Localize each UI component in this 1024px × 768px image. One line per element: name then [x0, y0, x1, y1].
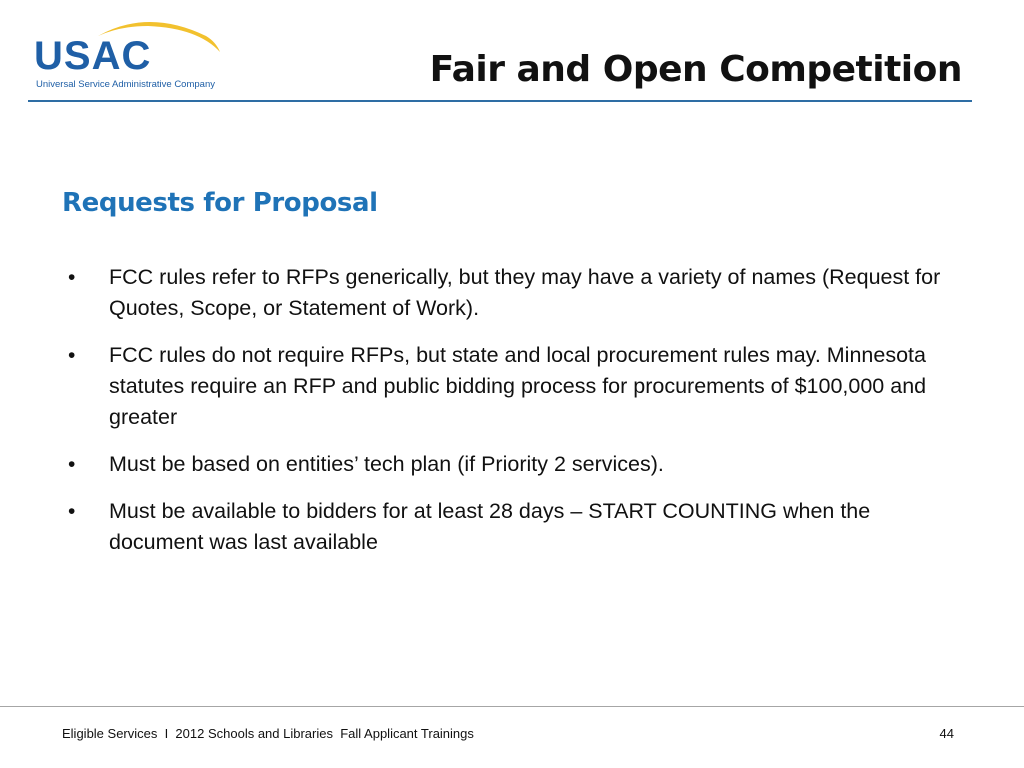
footer-divider	[0, 706, 1024, 707]
slide-subtitle: Requests for Proposal	[62, 188, 378, 218]
usac-logo	[28, 14, 228, 96]
bullet-list	[68, 262, 968, 574]
bullet-item	[68, 449, 968, 480]
bullet-text: Must be available to bidders for at least 28 days – START COUNTING when the document was last available	[109, 499, 871, 554]
bullet-icon: •	[68, 500, 76, 523]
slide-title: Fair and Open Competition	[429, 49, 962, 90]
page-number: 44	[939, 726, 954, 741]
bullet-item	[68, 262, 968, 324]
bullet-item	[68, 340, 968, 433]
title-divider	[28, 100, 972, 102]
bullet-text: Must be based on entities’ tech plan (if Priority 2 services).	[109, 452, 664, 476]
bullet-icon: •	[68, 453, 76, 476]
logo-wordmark: USAC	[34, 34, 152, 78]
bullet-icon: •	[68, 266, 76, 289]
bullet-icon: •	[68, 344, 76, 367]
logo-tagline: Universal Service Administrative Company	[36, 79, 215, 90]
bullet-item	[68, 496, 968, 558]
bullet-text: FCC rules do not require RFPs, but state and local procurement rules may. Minnesota statutes require an RFP and public bidding process for procurements of $100,000 and greater	[109, 343, 927, 429]
bullet-text: FCC rules refer to RFPs generically, but they may have a variety of names (Request for Quotes, Scope, or Statement of Work).	[109, 265, 941, 320]
footer-text: Eligible Services I 2012 Schools and Libraries Fall Applicant Trainings	[62, 726, 474, 741]
